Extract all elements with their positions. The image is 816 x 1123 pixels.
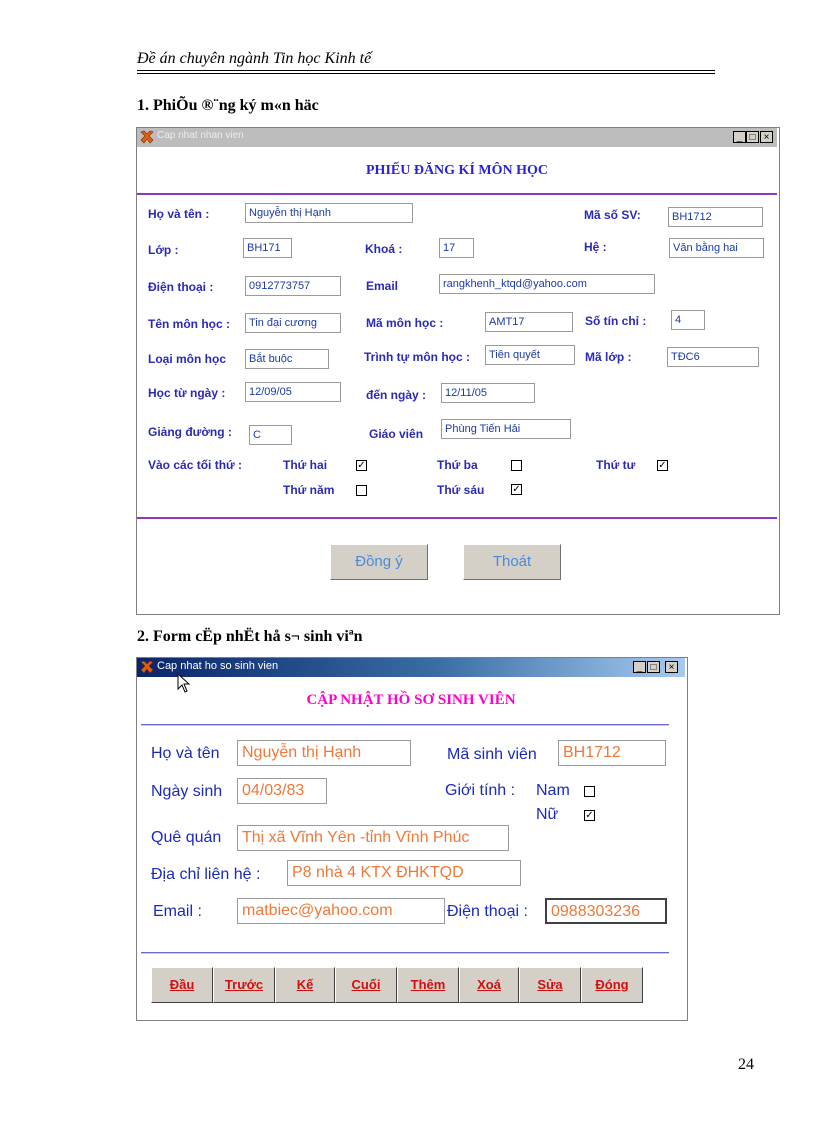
maximize-button[interactable]: □	[647, 661, 660, 673]
dien-thoai-input[interactable]: 0988303236	[545, 898, 667, 924]
thu-nam-label: Thứ năm	[283, 483, 335, 497]
email-label: Email	[366, 279, 399, 293]
giao-vien-label: Giáo viên	[369, 427, 424, 441]
lop-label: Lớp :	[148, 243, 179, 257]
email-input[interactable]: rangkhenh_ktqd@yahoo.com	[439, 274, 655, 294]
window-titlebar[interactable]	[137, 128, 777, 147]
divider	[141, 952, 669, 954]
que-quan-input[interactable]: Thị xã Vĩnh Yên -tỉnh Vĩnh Phúc	[237, 825, 509, 851]
giang-duong-input[interactable]: C	[249, 425, 292, 445]
close-button[interactable]: ×	[665, 661, 678, 673]
form-title: PHIẾU ĐĂNG KÍ MÔN HỌC	[366, 163, 548, 178]
page-number: 24	[738, 1056, 754, 1073]
thu-sau-label: Thứ sáu	[437, 483, 485, 497]
ma-sinh-vien-input[interactable]: BH1712	[558, 740, 666, 766]
thu-ba-label: Thứ ba	[437, 458, 478, 472]
trinh-tu-label: Trình tự môn học :	[364, 350, 471, 364]
agree-button[interactable]: Đồng ý	[330, 544, 428, 580]
trinh-tu-input[interactable]: Tiên quyết	[485, 345, 575, 365]
ma-mon-hoc-label: Mã môn học :	[366, 316, 444, 330]
thu-tu-checkbox[interactable]: ✓	[658, 460, 667, 471]
thu-nam-checkbox[interactable]	[356, 485, 367, 496]
khoa-input[interactable]: 17	[439, 238, 474, 258]
dien-thoai-input[interactable]: 0912773757	[245, 276, 341, 296]
window-title: Cap nhat nhan vien	[157, 130, 244, 141]
ma-so-sv-label: Mã số SV:	[584, 208, 641, 222]
add-button[interactable]: Thêm	[397, 967, 459, 1003]
ten-mon-hoc-label: Tên môn học :	[148, 317, 230, 331]
loai-mon-hoc-input[interactable]: Bắt buộc	[245, 349, 329, 369]
thu-ba-checkbox[interactable]	[511, 460, 522, 471]
giao-vien-input[interactable]: Phùng Tiến Hải	[441, 419, 571, 439]
ho-ten-label: Họ và tên :	[148, 207, 210, 221]
minimize-button[interactable]: _	[633, 661, 646, 673]
header-rule	[137, 70, 715, 71]
ngay-sinh-label: Ngày sinh	[151, 783, 223, 800]
ma-sinh-vien-label: Mã sinh viên	[447, 746, 537, 763]
thu-hai-label: Thứ hai	[283, 458, 328, 472]
first-button[interactable]: Đầu	[151, 967, 213, 1003]
ten-mon-hoc-input[interactable]: Tin đại cương	[245, 313, 341, 333]
ma-so-sv-input[interactable]: BH1712	[668, 207, 763, 227]
app-icon	[140, 660, 154, 674]
course-registration-window	[136, 127, 780, 615]
ho-ten-input[interactable]: Nguyễn thị Hạnh	[237, 740, 411, 766]
dia-chi-label: Địa chỉ liên hệ :	[151, 866, 261, 883]
section-2-heading: 2. Form cËp nhËt hå s¬ sinh viªn	[137, 628, 363, 645]
student-profile-window	[136, 657, 688, 1021]
loai-mon-hoc-label: Loại môn học	[148, 352, 226, 366]
thu-tu-label: Thứ tư	[596, 458, 636, 472]
nam-checkbox[interactable]	[584, 786, 595, 797]
email-input[interactable]: matbiec@yahoo.com	[237, 898, 445, 924]
thu-hai-checkbox[interactable]: ✓	[357, 460, 366, 471]
den-ngay-input[interactable]: 12/11/05	[441, 383, 535, 403]
thu-sau-checkbox[interactable]: ✓	[512, 484, 521, 495]
divider	[141, 724, 669, 726]
ma-lop-input[interactable]: TĐC6	[667, 347, 759, 367]
khoa-label: Khoá :	[365, 242, 403, 256]
dia-chi-input[interactable]: P8 nhà 4 KTX ĐHKTQD	[287, 860, 521, 886]
dien-thoai-label: Điện thoại :	[447, 903, 528, 920]
nu-checkbox[interactable]: ✓	[585, 810, 594, 821]
nam-label: Nam	[536, 782, 570, 799]
giang-duong-label: Giảng đường :	[148, 425, 232, 439]
delete-button[interactable]: Xoá	[459, 967, 519, 1003]
header-rule	[137, 73, 715, 74]
exit-button[interactable]: Thoát	[463, 544, 561, 580]
den-ngay-label: đến ngày :	[366, 388, 427, 402]
so-tin-chi-input[interactable]: 4	[671, 310, 705, 330]
section-1-heading: 1. PhiÕu ®¨ng ký m«n häc	[137, 97, 319, 114]
maximize-button[interactable]: □	[746, 131, 759, 143]
divider	[137, 193, 777, 195]
edit-button[interactable]: Sửa	[519, 967, 581, 1003]
he-label: Hệ :	[584, 240, 607, 254]
form-title: CẬP NHẬT HỒ SƠ SINH VIÊN	[306, 692, 516, 708]
he-input[interactable]: Văn bằng hai	[669, 238, 764, 258]
ho-ten-input[interactable]: Nguyễn thị Hạnh	[245, 203, 413, 223]
ngay-sinh-input[interactable]: 04/03/83	[237, 778, 327, 804]
days-label: Vào các tối thứ :	[148, 458, 243, 472]
lop-input[interactable]: BH171	[243, 238, 292, 258]
last-button[interactable]: Cuối	[335, 967, 397, 1003]
dien-thoai-label: Điện thoại :	[148, 280, 214, 294]
ma-lop-label: Mã lớp :	[585, 350, 632, 364]
email-label: Email :	[153, 903, 202, 920]
gioi-tinh-label: Giới tính :	[445, 782, 516, 799]
hoc-tu-ngay-label: Học từ ngày :	[148, 386, 226, 400]
app-icon	[140, 130, 154, 144]
que-quan-label: Quê quán	[151, 829, 222, 846]
close-button[interactable]: ×	[760, 131, 773, 143]
ma-mon-hoc-input[interactable]: AMT17	[485, 312, 573, 332]
window-titlebar[interactable]	[137, 658, 685, 677]
previous-button[interactable]: Trước	[213, 967, 275, 1003]
divider	[137, 517, 777, 519]
close-form-button[interactable]: Đóng	[581, 967, 643, 1003]
hoc-tu-ngay-input[interactable]: 12/09/05	[245, 382, 341, 402]
so-tin-chi-label: Số tín chỉ :	[585, 314, 647, 328]
nu-label: Nữ	[536, 806, 559, 823]
ho-ten-label: Họ và tên	[151, 745, 220, 762]
minimize-button[interactable]: _	[733, 131, 746, 143]
window-title: Cap nhat ho so sinh vien	[157, 660, 279, 672]
page-header: Đề án chuyên ngành Tin học Kinh tế	[137, 50, 372, 67]
next-button[interactable]: Kế	[275, 967, 335, 1003]
